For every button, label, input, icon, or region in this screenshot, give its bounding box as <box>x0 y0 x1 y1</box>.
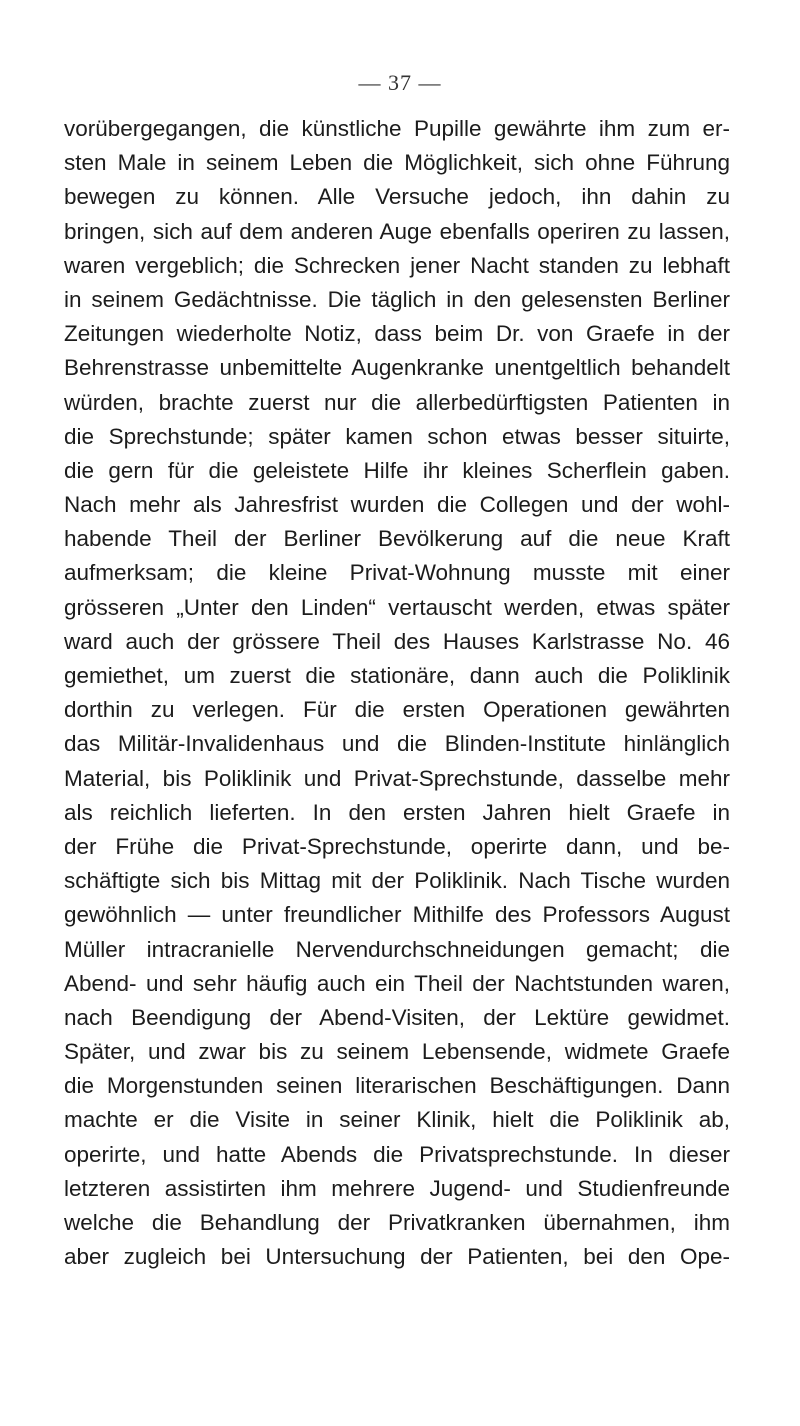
text-line: waren vergeblich; die Schrecken jener Nacht standen zu lebhaft <box>64 252 730 278</box>
text-line: Später, und zwar bis zu seinem Lebensende, widmete Graefe <box>64 1039 730 1065</box>
text-line: habende Theil der Berliner Bevölkerung auf die neue Kraft <box>64 526 730 552</box>
text-line: sten Male in seinem Leben die Möglichkeit, sich ohne Führung <box>64 150 730 176</box>
text-line: vorübergegangen, die künstliche Pupille gewährte ihm zum er- <box>64 116 730 141</box>
text-line: Behrenstrasse unbemittelte Augenkranke unentgeltlich behandelt <box>64 355 730 381</box>
text-line: ward auch der grössere Theil des Hauses Karlstrasse No. 46 <box>64 628 730 654</box>
text-line: welche die Behandlung der Privatkranken übernahmen, ihm <box>64 1210 730 1235</box>
text-line: das Militär-Invalidenhaus und die Blinden-Institute hinlänglich <box>64 731 730 757</box>
text-line: würden, brachte zuerst nur die allerbedürftigsten Patienten in <box>64 389 730 415</box>
text-line: schäftigte sich bis Mittag mit der Poliklinik. Nach Tische wurden <box>64 868 730 894</box>
text-line: Zeitungen wiederholte Notiz, dass beim Dr. von Graefe in der <box>64 321 730 347</box>
text-line: grösseren „Unter den Linden“ vertauscht werden, etwas später <box>64 594 730 620</box>
text-line: aufmerksam; die kleine Privat-Wohnung musste mit einer <box>64 560 730 586</box>
text-line: letzteren assistirten ihm mehrere Jugend- und Studienfreunde <box>64 1175 730 1201</box>
text-line: operirte, und hatte Abends die Privatsprechstunde. In dieser <box>64 1141 730 1167</box>
text-line: gewöhnlich — unter freundlicher Mithilfe des Professors August <box>64 902 730 928</box>
text-line: die Morgenstunden seinen literarischen Beschäftigungen. Dann <box>64 1073 730 1099</box>
text-line: machte er die Visite in seiner Klinik, hielt die Poliklinik ab, <box>64 1107 730 1133</box>
text-line: Nach mehr als Jahresfrist wurden die Collegen und der wohl- <box>64 492 730 518</box>
text-line: Müller intracranielle Nervendurchschneidungen gemacht; die <box>64 936 730 962</box>
text-line: Abend- und sehr häufig auch ein Theil der Nachtstunden waren, <box>64 970 730 996</box>
text-line: in seinem Gedächtnisse. Die täglich in den gelesensten Berliner <box>64 286 730 312</box>
text-line: nach Beendigung der Abend-Visiten, der Lektüre gewidmet. <box>64 1004 730 1030</box>
text-line: bewegen zu können. Alle Versuche jedoch, ihn dahin zu <box>64 184 730 210</box>
body-text <box>64 112 730 1274</box>
text-line: der Frühe die Privat-Sprechstunde, operirte dann, und be- <box>64 833 730 859</box>
text-line: die Sprechstunde; später kamen schon etwas besser situirte, <box>64 423 730 449</box>
text-line: Material, bis Poliklinik und Privat-Sprechstunde, dasselbe mehr <box>64 765 730 791</box>
text-line: als reichlich lieferten. In den ersten Jahren hielt Graefe in <box>64 799 730 825</box>
text-line: gemiethet, um zuerst die stationäre, dann auch die Poliklinik <box>64 663 730 688</box>
text-line: aber zugleich bei Untersuchung der Patienten, bei den Ope- <box>64 1244 730 1270</box>
text-line: bringen, sich auf dem anderen Auge ebenfalls operiren zu lassen, <box>64 218 730 244</box>
text-line: die gern für die geleistete Hilfe ihr kleines Scherflein gaben. <box>64 457 730 483</box>
text-line: dorthin zu verlegen. Für die ersten Operationen gewährten <box>64 697 730 723</box>
page-number: — 37 — <box>358 70 442 95</box>
